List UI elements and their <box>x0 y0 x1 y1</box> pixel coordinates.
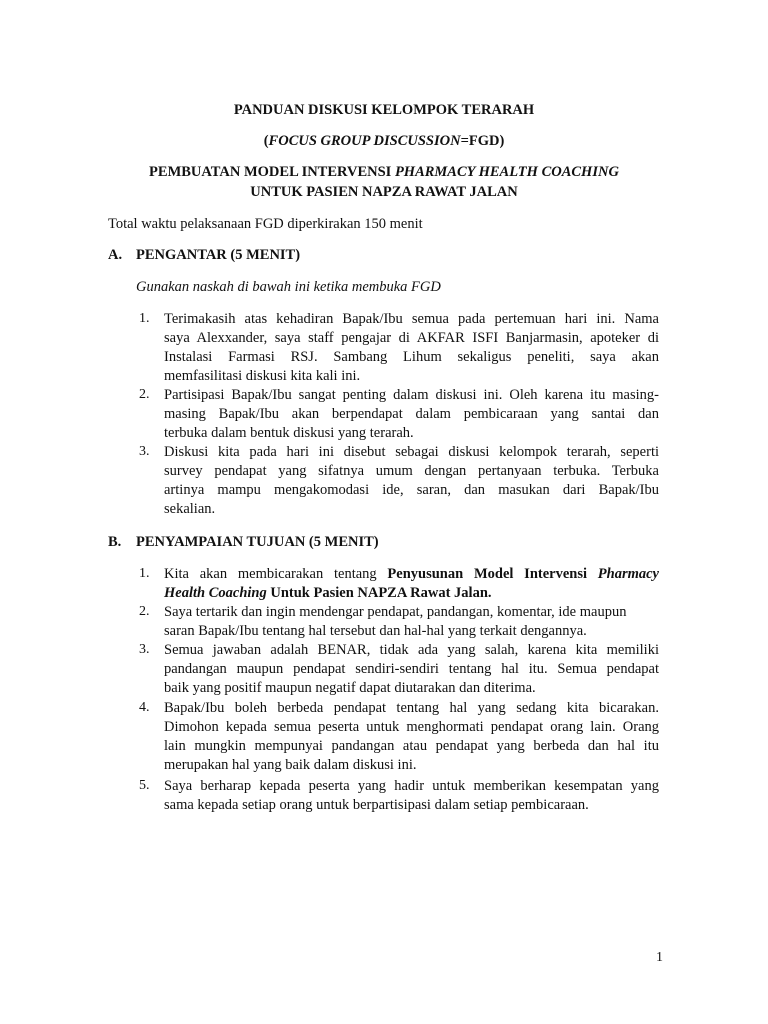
page-number: 1 <box>656 950 663 965</box>
list-item-line: Terimakasih atas kehadiran Bapak/Ibu semua pada pertemuan hari ini. Nama <box>164 311 659 327</box>
list-item-line <box>164 566 659 583</box>
title-line-3-plain: PEMBUATAN MODEL INTERVENSI <box>149 164 395 180</box>
list-item-number: 1. <box>139 311 150 326</box>
title-line-3 <box>0 164 768 181</box>
list-item-line: Dimohon kepada semua peserta untuk menghormati pendapat orang lain. Orang <box>164 719 659 735</box>
list-item-line: survey pendapat yang sifatnya umum dengan pertanyaan terbuka. Terbuka <box>164 463 659 479</box>
list-item-line: saya Alexxander, saya staff pengajar di AKFAR ISFI Banjarmasin, apoteker di <box>164 330 659 346</box>
section-b-letter: B. <box>108 534 122 550</box>
list-item-number: 2. <box>139 604 150 619</box>
list-item-number: 2. <box>139 387 150 402</box>
b1-part2: Penyusunan Model Intervensi <box>387 566 598 582</box>
list-item-line: Saya tertarik dan ingin mendengar pendapat, pandangan, komentar, ide maupun <box>164 604 627 620</box>
list-item-line: baik yang positif maupun negatif dapat diutarakan dan diterima. <box>164 680 536 696</box>
title-line-2-italic: FOCUS GROUP DISCUSSION <box>268 133 461 149</box>
list-item-number: 3. <box>139 642 150 657</box>
intro-text: Total waktu pelaksanaan FGD diperkirakan 150 menit <box>108 216 423 232</box>
list-item-line: Semua jawaban adalah BENAR, tidak ada yang salah, karena kita memiliki <box>164 642 659 658</box>
b1-part5: Untuk Pasien NAPZA Rawat Jalan. <box>266 585 492 601</box>
title-line-1: PANDUAN DISKUSI KELOMPOK TERARAH <box>233 102 535 118</box>
title-line-3-italic: PHARMACY HEALTH COACHING <box>394 164 619 180</box>
list-item-number: 5. <box>139 778 150 793</box>
b1-part4: Health Coaching <box>164 585 267 601</box>
section-b-heading: PENYAMPAIAN TUJUAN (5 MENIT) <box>136 534 379 550</box>
list-item-line: memfasilitasi diskusi kita kali ini. <box>164 368 361 384</box>
title-line-2-open: ( <box>263 133 269 149</box>
list-item-line: Saya berharap kepada peserta yang hadir untuk memberikan kesempatan yang <box>164 778 659 794</box>
title-line-2 <box>0 133 768 150</box>
list-item-line: saran Bapak/Ibu tentang hal tersebut dan hal-hal yang terkait dengannya. <box>164 623 587 639</box>
b1-part1: Kita akan membicarakan tentang <box>164 566 388 582</box>
list-item-line: Partisipasi Bapak/Ibu sangat penting dalam diskusi ini. Oleh karena itu masing- <box>164 387 659 403</box>
list-item-line: terbuka dalam bentuk diskusi yang terarah. <box>164 425 414 441</box>
section-a-instruction-text: Gunakan naskah di bawah ini ketika membuka FGD <box>136 279 441 295</box>
list-item-line <box>164 585 492 602</box>
list-item-number: 1. <box>139 566 150 581</box>
list-item-line: pandangan maupun pendapat sendiri-sendiri tentang hal itu. Semua pendapat <box>164 661 659 677</box>
list-item-line: sekalian. <box>164 501 216 517</box>
section-a-heading: PENGANTAR (5 MENIT) <box>136 247 301 263</box>
list-item-line: Instalasi Farmasi RSJ. Sambang Lihum sekaligus peneliti, saya akan <box>164 349 659 365</box>
list-item-number: 4. <box>139 700 150 715</box>
section-a-instruction <box>136 279 441 296</box>
title-line-4: UNTUK PASIEN NAPZA RAWAT JALAN <box>250 184 518 200</box>
list-item-line: masing Bapak/Ibu akan berpendapat dalam pembicaraan yang santai dan <box>164 406 659 422</box>
list-item-line: Bapak/Ibu boleh berbeda pendapat tentang hal yang sedang kita bicarakan. <box>164 700 659 716</box>
list-item-line: Diskusi kita pada hari ini disebut sebagai diskusi kelompok terarah, seperti <box>164 444 659 460</box>
list-item-line: artinya mampu mengakomodasi ide, saran, dan masukan dari Bapak/Ibu <box>164 482 659 498</box>
list-item-line: lain mungkin mempunyai pandangan atau pendapat yang berbeda dan hal itu <box>164 738 659 754</box>
list-item-number: 3. <box>139 444 150 459</box>
list-item-line: merupakan hal yang baik dalam diskusi ini. <box>164 757 417 773</box>
b1-part3: Pharmacy <box>597 566 659 582</box>
title-line-2-rest: =FGD) <box>460 133 505 149</box>
section-a-letter: A. <box>108 247 123 263</box>
list-item-line: sama kepada setiap orang untuk berpartisipasi dalam setiap pembicaraan. <box>164 797 589 813</box>
